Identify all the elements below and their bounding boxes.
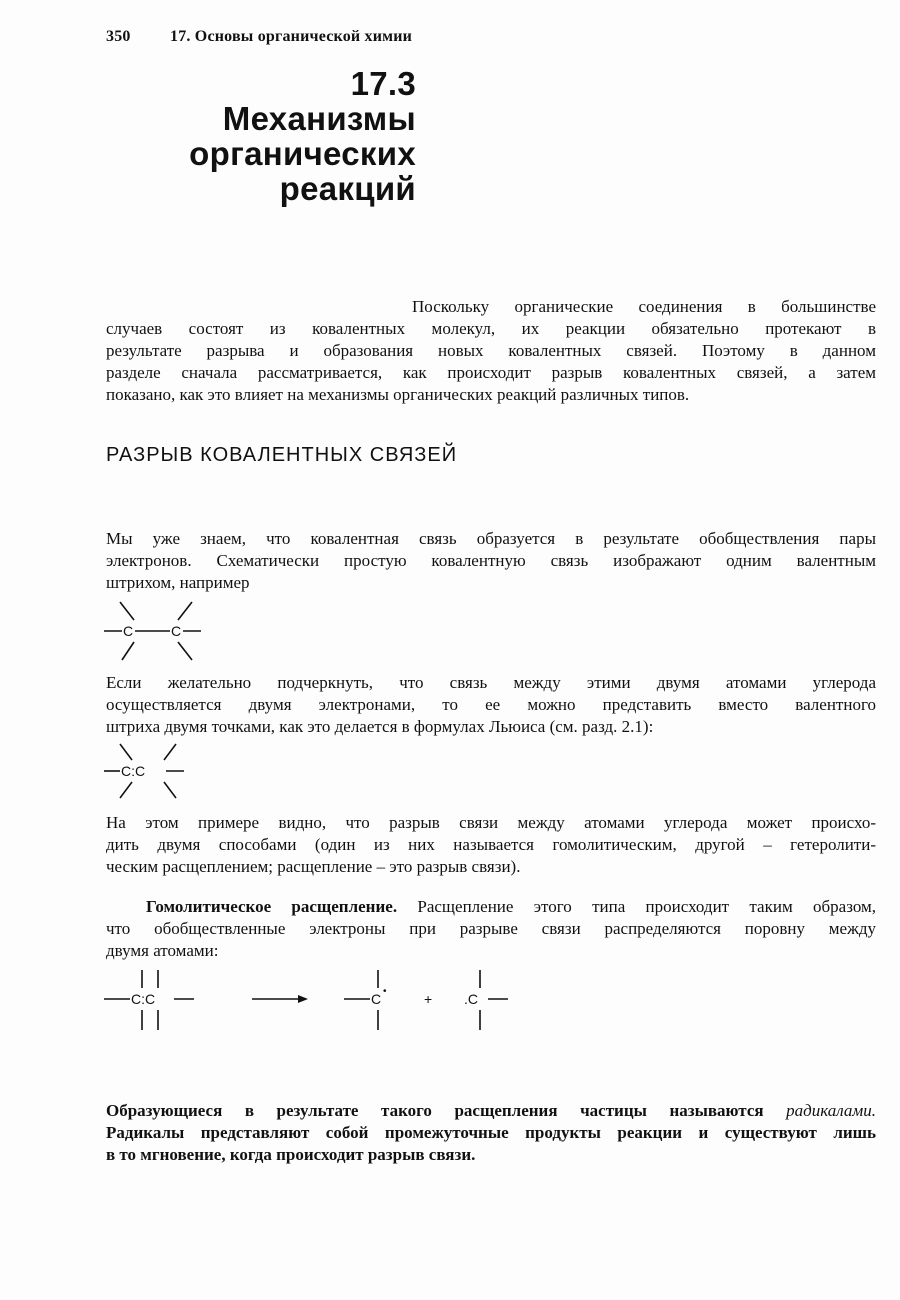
lewis-bond-label: C:C xyxy=(121,763,146,779)
paragraph-line: штриха двумя точками, как это делается в формулах Льюиса (см. разд. 2.1): xyxy=(106,717,654,736)
term-radicals: радикалами. xyxy=(786,1101,877,1120)
plus-sign: + xyxy=(424,991,433,1007)
paragraph-line xyxy=(106,896,876,918)
bond-line xyxy=(178,602,192,620)
reactant-label: C:C xyxy=(131,991,156,1007)
section-title-line-2: органических xyxy=(189,135,416,172)
paragraph-line xyxy=(106,1100,876,1122)
paragraph-bond-breaking xyxy=(106,812,876,878)
formula-electron-pair xyxy=(102,738,212,808)
section-title-line-3: реакций xyxy=(279,170,416,207)
paragraph-line: электронов. Схематически простую ковалентную связь изображают одним валентным xyxy=(106,551,876,570)
section-title xyxy=(106,66,416,206)
paragraph-line: На этом примере видно, что разрыв связи между атомами углерода может происхо- xyxy=(106,813,876,832)
term-homolytic: Гомолитическое расщепление. xyxy=(146,897,398,916)
paragraph-line: осуществляется двумя электронами, то ее можно представить вместо валентного xyxy=(106,695,876,714)
paragraph-homolytic xyxy=(106,896,876,962)
bond-line xyxy=(178,642,192,660)
chapter-title: 17. Основы органической химии xyxy=(170,28,413,45)
intro-line: показано, как это влияет на механизмы органических реакций различных типов. xyxy=(106,385,690,404)
bond-line xyxy=(164,744,176,760)
intro-line: Поскольку органические соединения в большинстве xyxy=(412,297,876,316)
subsection-heading: РАЗРЫВ КОВАЛЕНТНЫХ СВЯЗЕЙ xyxy=(106,444,458,466)
paragraph-radicals xyxy=(106,1100,876,1166)
section-number: 17.3 xyxy=(350,65,416,102)
product-radical-2: .C xyxy=(464,991,478,1007)
paragraph-line-rest: Расщепление этого типа происходит таким образом, xyxy=(417,897,877,916)
radical-dot: • xyxy=(383,986,387,997)
page-number: 350 xyxy=(106,28,131,45)
paragraph-line-start: Образующиеся в результате такого расщепления частицы называются xyxy=(106,1101,764,1120)
paragraph-line: штрихом, например xyxy=(106,573,250,592)
intro-line: разделе сначала рассматривается, как происходит разрыв ковалентных связей, а затем xyxy=(106,363,876,382)
section-title-line-1: Механизмы xyxy=(222,100,416,137)
paragraph-line: дить двумя способами (один из них называется гомолитическим, другой – гетеролити- xyxy=(106,835,876,854)
bond-line xyxy=(120,744,132,760)
bond-line xyxy=(122,642,134,660)
reaction-arrow-head xyxy=(298,995,308,1003)
carbon-atom: C xyxy=(171,623,182,639)
intro-paragraph xyxy=(106,296,876,406)
bond-line xyxy=(120,602,134,620)
paragraph-line: ческим расщеплением; расщепление – это разрыв связи). xyxy=(106,857,521,876)
bond-line xyxy=(164,782,176,798)
reaction-scheme xyxy=(102,962,522,1042)
paragraph-line: Мы уже знаем, что ковалентная связь образуется в результате обобществления пары xyxy=(106,529,876,548)
paragraph-line: в то мгновение, когда происходит разрыв связи. xyxy=(106,1145,476,1164)
paragraph-line: что обобществленные электроны при разрыве связи распределяются поровну между xyxy=(106,919,876,938)
running-header xyxy=(106,28,412,46)
product-radical-1: C xyxy=(371,991,382,1007)
bond-line xyxy=(120,782,132,798)
intro-line: случаев состоят из ковалентных молекул, их реакции обязательно протекают в xyxy=(106,319,876,338)
paragraph-line: Радикалы представляют собой промежуточные продукты реакции и существуют лишь xyxy=(106,1123,876,1142)
intro-line: результате разрыва и образования новых ковалентных связей. Поэтому в данном xyxy=(106,341,876,360)
paragraph-covalent-bond xyxy=(106,528,876,594)
paragraph-lewis xyxy=(106,672,876,738)
carbon-atom: C xyxy=(123,623,134,639)
formula-single-bond xyxy=(102,596,222,666)
paragraph-line: двумя атомами: xyxy=(106,941,219,960)
paragraph-line: Если желательно подчеркнуть, что связь между этими двумя атомами углерода xyxy=(106,673,876,692)
